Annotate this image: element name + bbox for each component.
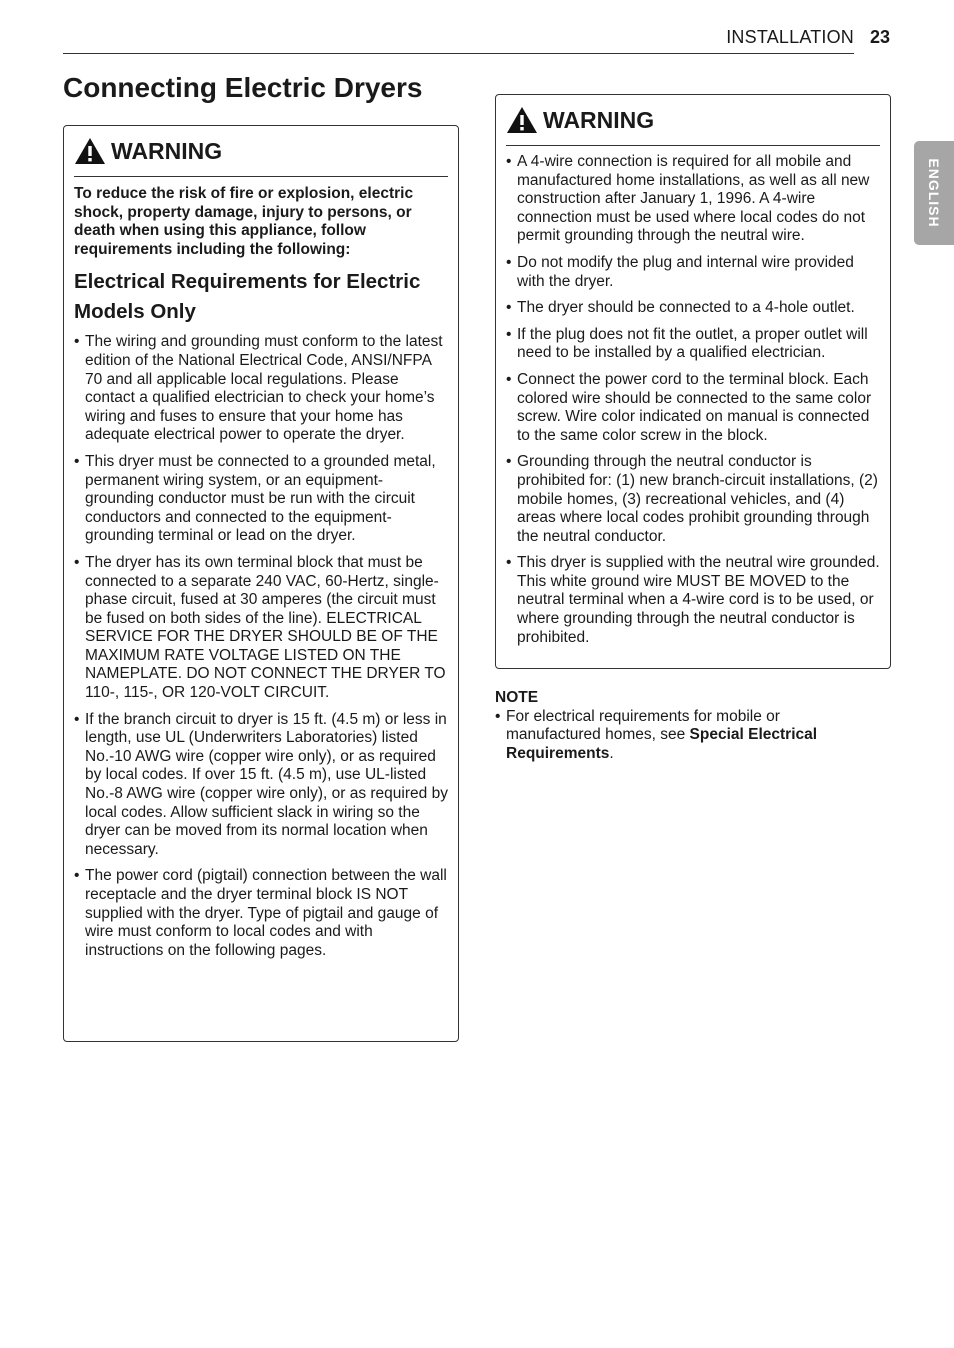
right-warning-list <box>506 153 880 647</box>
note-period: . <box>609 744 614 762</box>
list-item: • Do not modify the plug and internal wire provided with the dryer. <box>506 254 880 291</box>
note-item <box>495 708 875 764</box>
list-item: • The dryer has its own terminal block that must be connected to a separate 240 VAC, 60-Hertz, single-phase circuit, fused at 30 amperes (the circuit must be fused on both sides of the line). ELECTRICAL SERVICE FOR THE DRYER SHOULD BE OF THE MAXIMUM RATE VOLTAGE LISTED ON THE NAMEPLATE. DO NOT CONNECT THE DRYER TO 110-, 115-, OR 120-VOLT CIRCUIT. <box>74 554 448 703</box>
note-section <box>495 689 875 763</box>
list-item: • If the plug does not fit the outlet, a proper outlet will need to be installed by a qualified electrician. <box>506 326 880 363</box>
header-section-label: INSTALLATION <box>726 27 854 47</box>
left-warning-label: WARNING <box>111 137 223 164</box>
right-warning-header <box>506 95 880 146</box>
right-warning-box <box>495 94 891 669</box>
list-item: • A 4-wire connection is required for all mobile and manufactured home installations, as well as all new construction after January 1, 1996. A 4-wire connection must be used where local codes do not permit grounding through the neutral wire. <box>506 153 880 246</box>
page-title: Connecting Electric Dryers <box>63 72 423 103</box>
electrical-requirements-heading: Electrical Requirements for Electric Models Only <box>74 270 421 324</box>
left-warning-header <box>74 126 448 177</box>
note-list <box>495 708 875 764</box>
warning-triangle-icon <box>506 106 538 134</box>
note-title: NOTE <box>495 689 539 706</box>
list-item: • Connect the power cord to the terminal block. Each colored wire should be connected to the same color screw. Wire color indicated on manual is connected to the same color screw in the block. <box>506 371 880 445</box>
list-item: • This dryer must be connected to a grounded metal, permanent wiring system, or an equipment-grounding conductor must be run with the circuit conductors and connected to the equipment-grounding terminal or lead on the dryer. <box>74 453 448 546</box>
left-warning-list <box>74 333 448 960</box>
language-tab[interactable] <box>914 141 954 245</box>
list-item: • The power cord (pigtail) connection between the wall receptacle and the dryer terminal block IS NOT supplied with the dryer. Type of pigtail and gauge of wire must conform to local codes and with instructions on the following pages. <box>74 867 448 960</box>
left-warning-lead: To reduce the risk of fire or explosion, electric shock, property damage, injury to persons, or death when using this appliance, follow requirements including the following: <box>74 185 414 258</box>
language-tab-label: ENGLISH <box>926 158 942 228</box>
page-number: 23 <box>870 27 891 47</box>
list-item: • This dryer is supplied with the neutral wire grounded. This white ground wire MUST BE MOVED to the neutral terminal when a 4-wire cord is to be used, or where grounding through the neutral conductor is prohibited. <box>506 554 880 647</box>
warning-triangle-icon <box>74 137 106 165</box>
list-item: • If the branch circuit to dryer is 15 ft. (4.5 m) or less in length, use UL (Underwriters Laboratories) listed No.-10 AWG wire (copper wire only), or as required by local codes. If over 15 ft. (4.5 m), use UL-listed No.-8 AWG wire (copper wire only), or as required by local codes. Allow sufficient slack in wiring so the dryer can be moved from its normal location when necessary. <box>74 711 448 860</box>
right-warning-label: WARNING <box>543 106 655 133</box>
header-divider <box>63 53 854 54</box>
list-item: • The wiring and grounding must conform to the latest edition of the National Electrical Code, ANSI/NFPA 70 and all applicable local regulations. Please contact a qualified electrician to check your home’s wiring and fuses to ensure that your home has adequate electrical power to operate the dryer. <box>74 333 448 445</box>
left-warning-box <box>63 125 459 1042</box>
list-item: • The dryer should be connected to a 4-hole outlet. <box>506 299 880 318</box>
list-item: • Grounding through the neutral conductor is prohibited for: (1) new branch-circuit installations, (2) mobile homes, (3) recreational vehicles, and (4) areas where local codes prohibit grounding through the neutral conductor. <box>506 453 880 546</box>
special-requirements-reference[interactable]: Special Electrical Requirements <box>506 726 818 762</box>
note-text: For electrical requirements for mobile or manufactured homes, see <box>506 707 780 744</box>
